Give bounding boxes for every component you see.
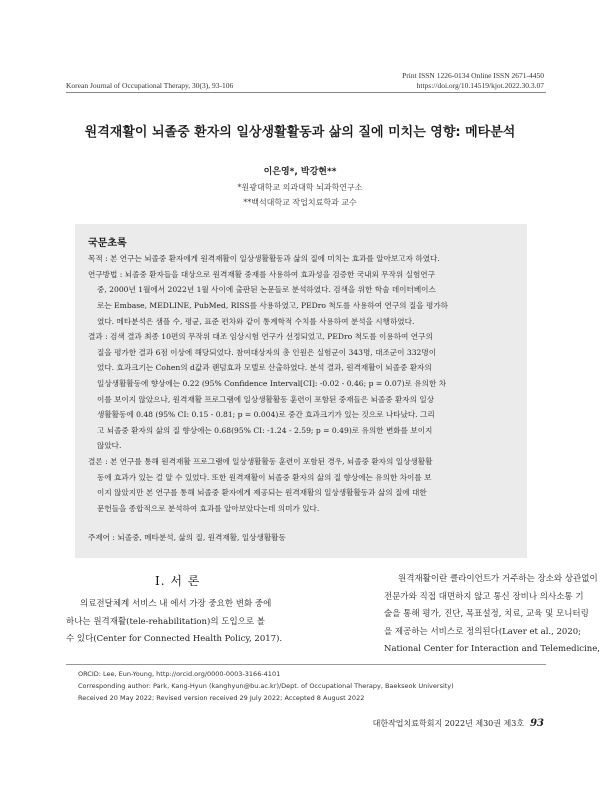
journal-citation: Korean Journal of Occupational Therapy, 30(3), 93-106	[66, 81, 234, 90]
author-list: 이은영*, 박강현**	[263, 167, 337, 177]
body-line: 의료전달체계 서비스 내 에서 가장 중요한 변화 중에	[80, 599, 272, 609]
abstract-line: 목적 : 본 연구는 뇌졸중 환자에게 원격재활이 일상생활활동과 삶의 질에 미치는 효과를 알아보고자 하였다.	[88, 254, 440, 263]
orcid-note: ORCID: Lee, Eun-Young, http://orcid.org/0000-0003-3166-4101	[78, 670, 281, 678]
section-heading: Ⅰ. 서 론	[155, 574, 201, 588]
footnote-divider	[66, 664, 546, 665]
abstract-line: 중, 2000년 1월에서 2022년 1월 사이에 출판된 논문들로 분석하였다. 검색을 위한 학술 데이터베이스	[97, 285, 436, 294]
abstract-line: 않았다.	[97, 441, 122, 450]
body-line: National Center for Interaction and Telemedicine,	[384, 644, 600, 654]
body-line: 원격재활이란 클라이언트가 거주하는 장소와 상관없이	[398, 574, 598, 584]
body-line: 하나는 원격재활(tele-rehabilitation)의 도입으로 볼	[66, 617, 265, 627]
keywords: 주제어 : 뇌졸중, 메타분석, 삶의 질, 원격재활, 일상생활활동	[88, 533, 286, 542]
abstract-heading: 국문초록	[88, 238, 127, 249]
paper-title: 원격재활이 뇌졸중 환자의 일상생활활동과 삶의 질에 미치는 영향: 메타분석	[84, 125, 516, 140]
corresponding-author-note: Corresponding author: Park, Kang-Hyun (kanghyun@bu.ac.kr)/Dept. of Occupational Therapy, Baekseok University)	[78, 682, 454, 690]
abstract-line: 결과 : 검색 결과 최종 10편의 무작위 대조 임상시험 연구가 선정되었고, PEDro 척도를 이용하여 연구의	[88, 332, 433, 341]
page-footer	[373, 718, 544, 729]
issn-line: Print ISSN 1226-0134 Online ISSN 2671-4450	[402, 71, 544, 80]
received-dates-note: Received 20 May 2022; Revised version received 29 July 2022; Accepted 8 August 2022	[78, 694, 365, 702]
abstract-line: 문헌들을 종합적으로 분석하여 효과를 알아보았다는데 의미가 있다.	[97, 504, 320, 513]
abstract-line: 였다. 메타분석은 샘플 수, 평균, 표준 편차와 같이 통계학적 수치를 사용하여 분석을 시행하였다.	[97, 317, 415, 326]
abstract-line: 질을 평가한 결과 6점 이상에 해당되었다. 참여대상자의 총 인원은 실험군이 343명, 대조군이 332명이	[97, 348, 437, 357]
doi-link[interactable]: https://doi.org/10.14519/kjot.2022.30.3.07	[416, 81, 544, 90]
affiliation-2: **백석대학교 작업치료학과 교수	[243, 198, 357, 207]
body-line: 전문가와 직접 대면하지 않고 통신 장비나 의사소통 기	[384, 592, 584, 602]
abstract-line: 동에 효과가 있는 걸 알 수 있었다. 또한 원격재활이 뇌졸중 환자의 삶의 질 향상에는 유의한 차이를 보	[97, 473, 432, 482]
journal-issue: 대한작업치료학회지 2022년 제30권 제3호	[372, 719, 525, 728]
abstract-line: 로는 Embase, MEDLINE, PubMed, RISS를 사용하였고, PEDro 척도를 사용하여 연구의 질을 평가하	[97, 301, 449, 310]
abstract-line: 이지 않았지만 본 연구를 통해 뇌졸중 환자에게 제공되는 원격재활의 일상생활활동과 삶의 질에 대한	[97, 488, 427, 497]
header-divider	[66, 92, 546, 93]
page-number: 93	[530, 718, 544, 729]
body-line: 술을 통해 평가, 진단, 목표설정, 치료, 교육 및 모니터링	[384, 609, 589, 619]
affiliation-1: *원광대학교 의과대학 뇌과학연구소	[237, 183, 363, 192]
abstract-line: 결론 : 본 연구를 통해 원격재활 프로그램에 일상생활활동 훈련이 포함된 경우, 뇌졸중 환자의 일상생활활	[88, 457, 433, 466]
abstract-line: 연구방법 : 뇌졸중 환자들을 대상으로 원격재활 중재를 사용하여 효과성을 검증한 국내외 무작위 실험연구	[88, 270, 435, 279]
abstract-line: 었다. 효과크기는 Cohen의 d값과 랜덤효과 모델로 산출하였다. 분석 결과, 원격재활이 뇌졸중 환자의	[97, 363, 432, 372]
abstract-line: 고 뇌졸중 환자의 삶의 질 향상에는 0.68(95% CI: -1.24 - 2.59; p = 0.49)로 유의한 변화를 보이지	[97, 426, 433, 435]
abstract-line: 생활활동에 0.48 (95% CI: 0.15 - 0.81; p = 0.004)로 중간 효과크기가 있는 것으로 나타났다. 그리	[97, 410, 435, 419]
abstract-line: 이를 보이지 않았으나, 원격재활 프로그램에 일상생활활동 훈련이 포함된 중재들은 뇌졸중 환자의 일상	[97, 395, 435, 404]
body-line: 수 있다(Center for Connected Health Policy, 2017).	[66, 634, 283, 644]
abstract-line: 일상생활활동에 향상에는 0.22 (95% Confidence Interval[CI]: -0.02 - 0.46; p = 0.07)로 유의한 차	[97, 379, 447, 388]
body-line: 을 제공하는 서비스로 정의된다(Laver et al., 2020;	[384, 627, 582, 637]
